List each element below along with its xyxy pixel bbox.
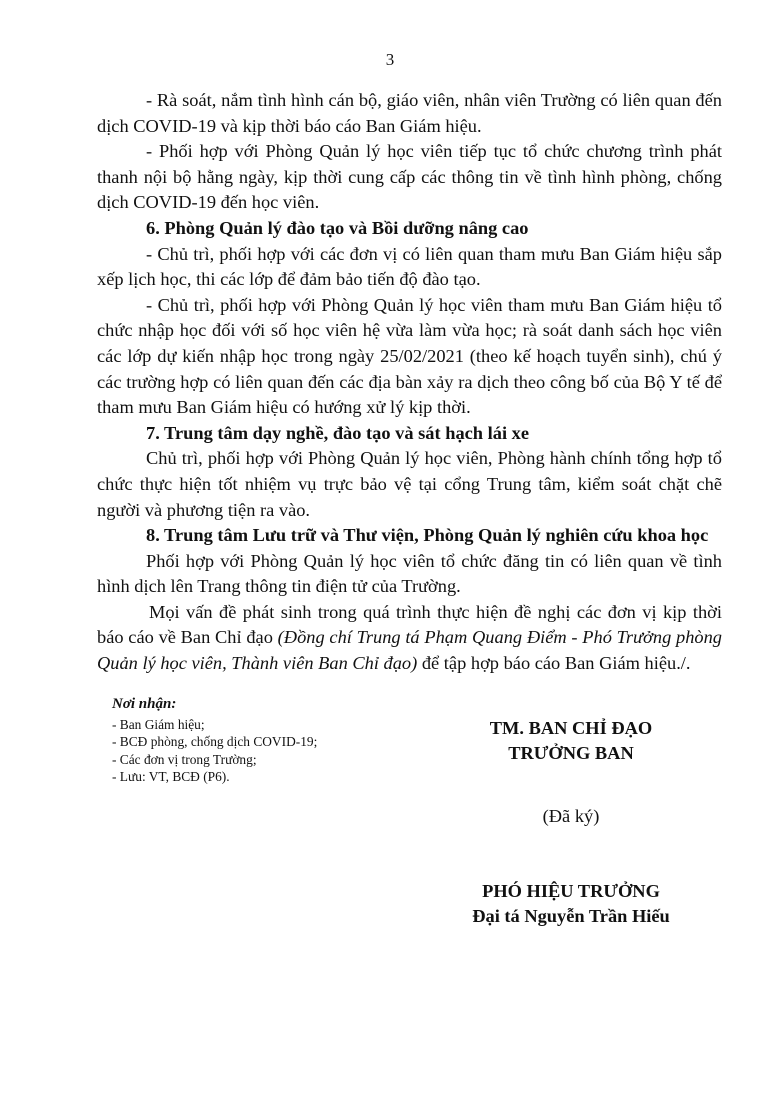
signature-block	[440, 716, 702, 929]
signature-signed-note: (Đã ký)	[542, 806, 600, 826]
recipients-block	[112, 696, 412, 786]
page-number: 3	[385, 50, 395, 69]
section-heading-7: 7. Trung tâm dạy nghề, đào tạo và sát hạch lái xe	[146, 422, 530, 443]
closing-text-start: Mọi vấn đề phát sinh trong quá trình thực hiện đề nghị các đơn vị kịp thời báo cáo về Ban Chỉ đạo	[97, 601, 722, 648]
closing-text-contact: (Đồng chí Trung tá Phạm Quang Điểm - Phó Trưởng phòng Quản lý học viên, Thành viên Ban Chỉ đạo)	[97, 627, 722, 674]
recipient-item: - Ban Giám hiệu;	[112, 716, 205, 732]
paragraph-enrollment: - Chủ trì, phối hợp với Phòng Quản lý học viên tham mưu Ban Giám hiệu tổ chức nhập học đối với số học viên hệ vừa làm vừa học; rà soát danh sách học viên các lớp dự kiến nhập học trong ngày 25/02/2021 (theo kế hoạch tuyển sinh), chú ý các trường hợp có liên quan đến các địa bàn xảy ra dịch theo công bố của Bộ Y tế để tham mưu Ban Giám hiệu có hướng xử lý kịp thời.	[97, 294, 722, 418]
closing-text-end: để tập hợp báo cáo Ban Giám hiệu./.	[417, 653, 691, 674]
signatory-name: Đại tá Nguyễn Trần Hiếu	[472, 906, 670, 926]
recipient-item: - BCĐ phòng, chống dịch COVID-19;	[112, 734, 318, 750]
paragraph-review-staff: - Rà soát, nắm tình hình cán bộ, giáo viên, nhân viên Trường có liên quan đến dịch COVID-19 và kịp thời báo cáo Ban Giám hiệu.	[97, 90, 722, 136]
recipients-list	[112, 716, 412, 786]
signature-role: TRƯỞNG BAN	[508, 743, 634, 763]
section-heading-6: 6. Phòng Quản lý đào tạo và Bồi dưỡng nâng cao	[146, 217, 529, 238]
signatory-title: PHÓ HIỆU TRƯỞNG	[482, 881, 660, 901]
paragraph-radio-broadcast: - Phối hợp với Phòng Quản lý học viên tiếp tục tổ chức chương trình phát thanh nội bộ hằng ngày, kịp thời cung cấp các thông tin về tình hình phòng, chống dịch COVID-19 đến học viên.	[97, 141, 722, 213]
document-body	[97, 88, 722, 677]
recipient-item: - Lưu: VT, BCĐ (P6).	[112, 769, 230, 785]
paragraph-news: Phối hợp với Phòng Quản lý học viên tổ chức đăng tin có liên quan về tình hình dịch lên Trang thông tin điện tử của Trường.	[97, 550, 722, 597]
paragraph-closing	[97, 600, 722, 677]
paragraph-schedule: - Chủ trì, phối hợp với các đơn vị có liên quan tham mưu Ban Giám hiệu sắp xếp lịch học, thi các lớp để đảm bảo tiến độ đào tạo.	[97, 243, 722, 290]
section-heading-8: 8. Trung tâm Lưu trữ và Thư viện, Phòng Quản lý nghiên cứu khoa học	[146, 525, 709, 546]
recipient-item: - Các đơn vị trong Trường;	[112, 751, 257, 767]
signature-organization: TM. BAN CHỈ ĐẠO	[489, 718, 653, 738]
paragraph-security: Chủ trì, phối hợp với Phòng Quản lý học viên, Phòng hành chính tổng hợp tổ chức thực hiện tốt nhiệm vụ trực bảo vệ tại cổng Trung tâm, kiểm soát chặt chẽ người và phương tiện ra vào.	[97, 448, 722, 520]
recipients-title: Nơi nhận:	[112, 696, 177, 712]
